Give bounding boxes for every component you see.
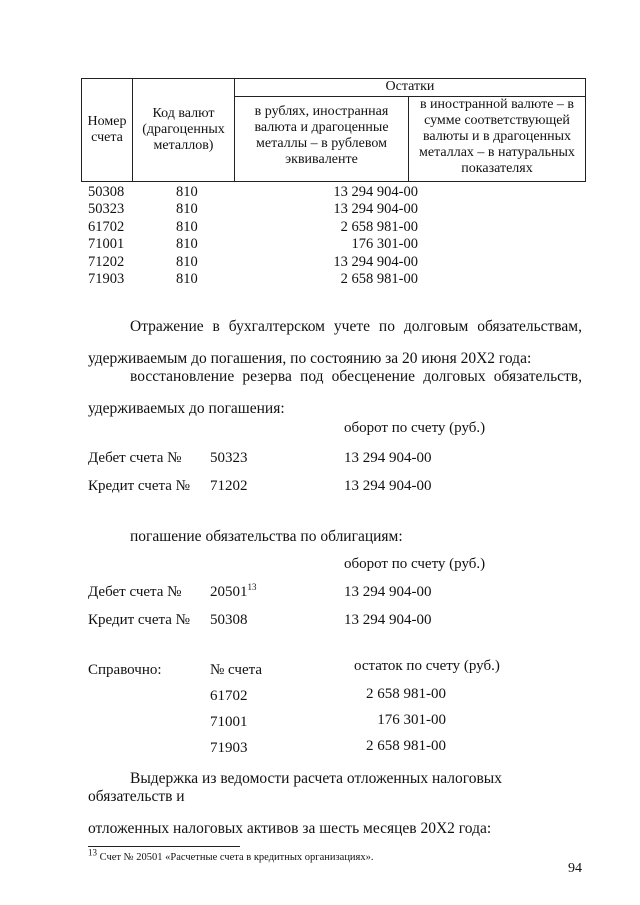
credit-account: 71202 — [210, 478, 248, 494]
deferred-tax-paragraph: Выдержка из ведомости расчета отложенных налоговых обязательств и отложенных налоговых активов за шесть месяцев 20X2 года: — [88, 770, 502, 837]
header-foreign-currency: в иностранной валюте – в сумме соответствующей валюты и в драгоценных металлах – в натуральных показателях — [419, 97, 575, 176]
reference-account-header: № счета — [210, 662, 263, 678]
account-number: 71903 — [88, 270, 125, 287]
reference-account: 71903 — [210, 740, 248, 756]
table-row — [88, 271, 418, 288]
account-number: 61702 — [88, 218, 125, 235]
credit-label: Кредит счета № — [88, 478, 190, 494]
reference-amount: 2 658 981-00 — [366, 738, 446, 754]
reference-account: 61702 — [210, 688, 248, 704]
currency-code: 810 — [176, 218, 198, 235]
table-row — [88, 254, 418, 271]
credit-label: Кредит счета № — [88, 612, 190, 628]
amount: 2 658 981-00 — [340, 218, 418, 235]
amount: 13 294 904-00 — [333, 253, 418, 270]
reference-label: Справочно: — [88, 662, 162, 678]
credit-amount: 13 294 904-00 — [344, 478, 432, 494]
header-account-number: Номер счета — [87, 114, 127, 145]
amount: 176 301-00 — [351, 236, 418, 253]
debit-amount: 13 294 904-00 — [344, 450, 432, 466]
account-number: 50323 — [88, 201, 125, 218]
header-remainders: Остатки — [385, 79, 435, 94]
turnover-label: оборот по счету (руб.) — [344, 420, 486, 436]
reference-amount: 176 301-00 — [377, 712, 446, 728]
debit-label: Дебет счета № — [88, 584, 182, 600]
credit-account: 50308 — [210, 612, 248, 628]
debit-amount: 13 294 904-00 — [344, 584, 432, 600]
table-row — [88, 184, 418, 201]
balances-table-body — [88, 184, 418, 288]
table-row — [88, 219, 418, 236]
debit-account: 50323 — [210, 450, 248, 466]
debit-account: 20501$^{13}$ — [210, 582, 257, 600]
footnote-number: 13 — [88, 847, 97, 858]
footnote-text: Счет № 20501 «Расчетные счета в кредитных организациях». — [99, 852, 374, 863]
credit-amount: 13 294 904-00 — [344, 612, 432, 628]
footnote — [88, 847, 374, 863]
amount: 2 658 981-00 — [340, 270, 418, 287]
currency-code: 810 — [176, 270, 198, 287]
currency-code: 810 — [176, 236, 198, 253]
debit-label: Дебет счета № — [88, 450, 182, 466]
turnover-label: оборот по счету (руб.) — [344, 556, 486, 572]
reserve-recovery-paragraph: восстановление резерва под обесценение долговых обязательств, удерживаемых до погашения: — [88, 368, 582, 417]
currency-code: 810 — [176, 201, 198, 218]
footnote-divider — [88, 846, 240, 847]
bond-repayment-paragraph: погашение обязательства по облигациям: — [130, 528, 403, 545]
amount: 13 294 904-00 — [333, 184, 418, 200]
table-row — [88, 236, 418, 253]
balances-table-header — [81, 78, 586, 182]
account-number: 71001 — [88, 236, 125, 253]
currency-code: 810 — [176, 253, 198, 270]
page-number: 94 — [568, 861, 582, 876]
table-row — [88, 201, 418, 218]
reference-balance-header: остаток по счету (руб.) — [354, 658, 500, 674]
currency-code: 810 — [176, 184, 198, 200]
footnote-ref: 13 — [247, 582, 257, 592]
header-currency-code: Код валют (драгоценных металлов) — [142, 106, 225, 153]
reference-account: 71001 — [210, 714, 248, 730]
account-number: 71202 — [88, 253, 125, 270]
header-rub-equivalent: в рублях, иностранная валюта и драгоценные металлы – в рублевом эквиваленте — [254, 104, 389, 167]
account-number: 50308 — [88, 184, 125, 200]
reference-amount: 2 658 981-00 — [366, 686, 446, 702]
amount: 13 294 904-00 — [333, 201, 418, 218]
accounting-paragraph: Отражение в бухгалтерском учете по долговым обязательствам, удерживаемым до погашения, по состоянию за 20 июня 20X2 года: — [88, 318, 582, 367]
